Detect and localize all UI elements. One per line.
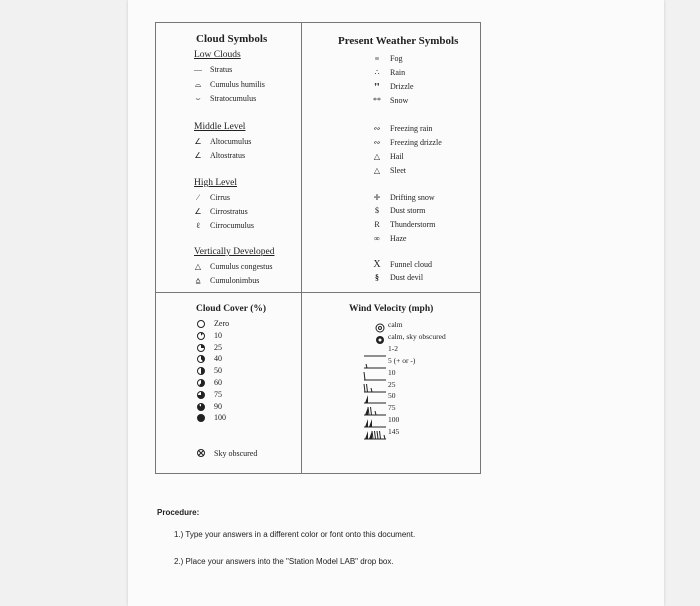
wind-symbol-6 (362, 391, 386, 401)
stratus-label: Stratus (210, 65, 233, 74)
procedure-step-1: 1.) Type your answers in a different color or font onto this document. (174, 530, 416, 539)
wind-symbol-4 (362, 368, 386, 378)
cloud-cover-4-label: 50 (214, 366, 222, 376)
cumulus-humilis-label: Cumulus humilis (210, 80, 265, 89)
cloud-cover-7-label: 90 (214, 401, 222, 411)
cumulus-humilis-icon: ⌓ (194, 80, 202, 89)
dust-devil-icon: § (375, 273, 379, 282)
wind-symbol-7 (362, 403, 386, 413)
cloud-symbols-title: Cloud Symbols (196, 33, 268, 45)
wind-label-6: 50 (388, 391, 396, 401)
cloud-cover-2-label: 25 (214, 342, 222, 352)
freezing-drizzle-icon: ∾ (373, 138, 381, 147)
wind-label-4: 10 (388, 367, 396, 377)
wind-label-2: 1-2 (388, 343, 398, 353)
present-weather-title: Present Weather Symbols (338, 35, 459, 47)
dust-devil-label: Dust devil (390, 273, 424, 282)
cirrostratus-icon: ∠ (194, 207, 202, 216)
stratocumulus-icon: ⌣ (195, 94, 201, 103)
cloud-cover-2-icon (197, 344, 205, 352)
thunderstorm-label: Thunderstorm (390, 220, 436, 229)
cloud-cover-6-icon (197, 391, 205, 399)
vertically-developed-heading: Vertically Developed (194, 247, 275, 257)
wind-symbol-3 (362, 356, 386, 366)
wind-symbol-0 (362, 320, 386, 330)
sleet-label: Sleet (390, 166, 406, 175)
wind-label-0: calm (388, 320, 403, 329)
cloud-cover-8-label: 100 (214, 413, 226, 423)
hail-icon: △ (373, 152, 381, 161)
cloud-cover-1-label: 10 (214, 330, 222, 340)
snow-label: Snow (390, 96, 409, 105)
fog-label: Fog (390, 54, 403, 63)
wind-label-9: 145 (388, 427, 400, 437)
funnel-cloud-icon: X (373, 259, 381, 270)
cloud-cover-5-label: 60 (214, 378, 222, 387)
procedure-title: Procedure: (157, 508, 200, 517)
cumulus-congestus-icon: △ (194, 262, 202, 271)
wind-velocity-title: Wind Velocity (mph) (349, 304, 434, 314)
cloud-cover-7-icon (197, 403, 205, 411)
cirrus-label: Cirrus (210, 193, 230, 202)
dust-storm-icon: $ (375, 206, 379, 215)
wind-label-5: 25 (388, 379, 396, 389)
funnel-cloud-label: Funnel cloud (390, 260, 432, 269)
cirrocumulus-icon: ℓ (196, 221, 200, 230)
drifting-snow-label: Drifting snow (390, 193, 435, 202)
wind-label-7: 75 (388, 403, 396, 413)
cumulonimbus-label: Cumulonimbus (210, 276, 260, 285)
altostratus-icon: ∠ (194, 151, 202, 160)
wind-label-8: 100 (388, 415, 400, 425)
table-vertical-divider (301, 23, 302, 473)
dust-storm-label: Dust storm (390, 206, 426, 215)
freezing-rain-icon: ∾ (373, 124, 381, 133)
sleet-icon: △ (373, 166, 381, 175)
low-clouds-heading: Low Clouds (194, 50, 241, 60)
middle-level-heading: Middle Level (194, 122, 246, 132)
table-horizontal-divider (156, 292, 480, 293)
stratocumulus-label: Stratocumulus (210, 94, 257, 103)
drifting-snow-icon: ✛ (373, 193, 381, 202)
wind-symbol-5 (362, 380, 386, 390)
wind-symbol-1 (362, 332, 386, 342)
freezing-rain-label: Freezing rain (390, 124, 433, 133)
freezing-drizzle-label: Freezing drizzle (390, 138, 442, 147)
altostratus-label: Altostratus (210, 151, 246, 160)
haze-icon: ∞ (374, 234, 380, 243)
sky-obscured-icon (197, 449, 205, 457)
hail-label: Hail (390, 152, 404, 161)
snow-icon: ** (373, 96, 381, 105)
cumulus-congestus-label: Cumulus congestus (210, 262, 273, 271)
altocumulus-label: Altocumulus (210, 137, 252, 146)
wind-label-3: 5 (+ or -) (388, 355, 416, 365)
wind-label-1: calm, sky obscured (388, 331, 446, 341)
cumulonimbus-icon: ⩠ (195, 276, 201, 285)
thunderstorm-icon: Ɍ (374, 220, 380, 229)
cloud-cover-3-label: 40 (214, 354, 222, 364)
cloud-cover-0-icon (197, 320, 205, 328)
wind-symbol-9 (362, 427, 386, 437)
cloud-cover-5-icon (197, 379, 205, 387)
drizzle-icon: ❜❜ (374, 82, 380, 91)
cloud-cover-0-label: Zero (214, 319, 230, 328)
wind-symbol-2 (362, 344, 386, 354)
rain-icon: ∴ (374, 68, 380, 77)
sky-obscured-label: Sky obscured (214, 449, 258, 458)
cirrocumulus-label: Cirrocumulus (210, 221, 254, 230)
cloud-cover-6-label: 75 (214, 389, 222, 399)
stratus-icon: — (194, 65, 202, 74)
cloud-cover-1-icon (197, 332, 205, 340)
altocumulus-icon: ∠ (194, 137, 202, 146)
cloud-cover-title: Cloud Cover (%) (196, 304, 267, 314)
wind-symbol-8 (362, 415, 386, 425)
high-level-heading: High Level (194, 178, 238, 188)
procedure-step-2: 2.) Place your answers into the "Station Model LAB" drop box. (174, 557, 394, 566)
fog-icon: ≡ (374, 54, 380, 63)
drizzle-label: Drizzle (390, 82, 414, 91)
rain-label: Rain (390, 68, 406, 77)
cirrostratus-label: Cirrostratus (210, 207, 248, 216)
haze-label: Haze (390, 234, 407, 243)
cirrus-icon: ⁄ (197, 193, 199, 202)
